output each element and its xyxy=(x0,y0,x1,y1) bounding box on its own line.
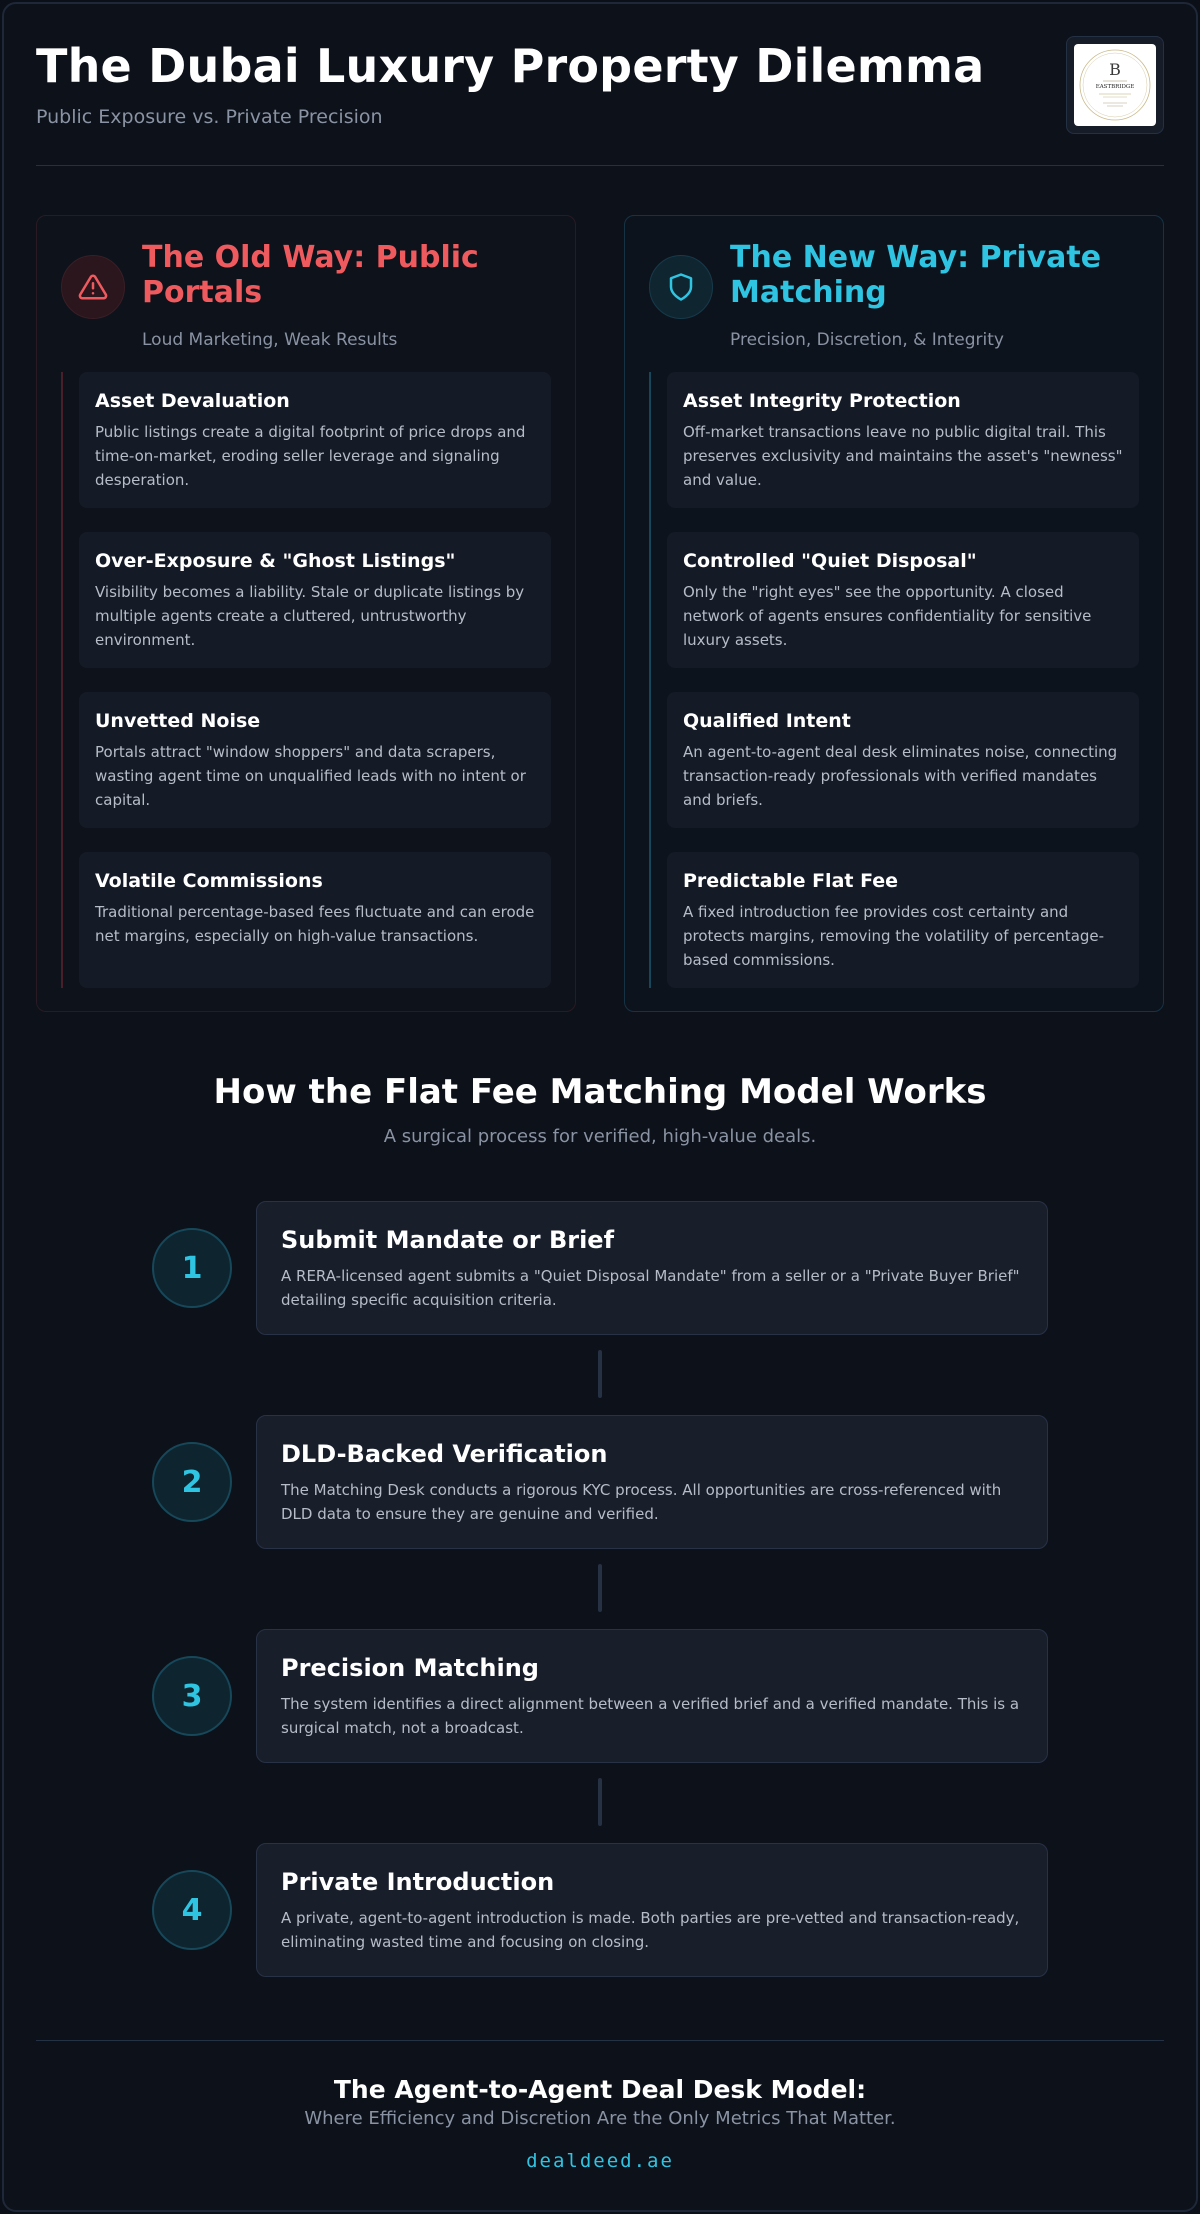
logo-container xyxy=(1066,36,1164,134)
old-way-card xyxy=(79,852,551,988)
new-way-card xyxy=(667,852,1139,988)
card-text: Traditional percentage-based fees fluctuate and can erode net margins, especially on high-value transactions. xyxy=(95,903,535,945)
old-way-subtitle: Loud Marketing, Weak Results xyxy=(142,330,398,350)
old-way-card xyxy=(79,372,551,508)
logo-wordmark: EASTBRIDGE xyxy=(1095,84,1135,90)
step-number-badge: 4 xyxy=(152,1870,232,1950)
new-way-header xyxy=(649,240,1143,360)
old-way-accent-line xyxy=(61,372,63,988)
card-text: An agent-to-agent deal desk eliminates noise, connecting transaction-ready professionals with verified mandates and briefs. xyxy=(683,743,1118,809)
step-title: DLD-Backed Verification xyxy=(281,1440,608,1468)
card-text: Visibility becomes a liability. Stale or duplicate listings by multiple agents create a cluttered, untrustworthy environment. xyxy=(95,583,525,649)
step-text: The system identifies a direct alignment between a verified brief and a verified mandate. This is a surgical match, not a broadcast. xyxy=(281,1695,1020,1737)
footer-divider xyxy=(36,2040,1164,2041)
new-way-panel xyxy=(624,215,1164,1012)
footer-url-link[interactable]: dealdeed.ae xyxy=(526,2150,674,2172)
process-subtitle: A surgical process for verified, high-value deals. xyxy=(383,1126,817,1147)
step-text: A private, agent-to-agent introduction is made. Both parties are pre-vetted and transaction-ready, eliminating wasted time and focusing on closing. xyxy=(281,1909,1020,1951)
eastbridge-logo-icon xyxy=(1074,44,1156,126)
card-title: Qualified Intent xyxy=(683,710,851,732)
card-text: Only the "right eyes" see the opportunity. A closed network of agents ensures confidentiality for sensitive luxury assets. xyxy=(683,583,1092,649)
process-title: How the Flat Fee Matching Model Works xyxy=(213,1072,987,1112)
card-title: Over-Exposure & "Ghost Listings" xyxy=(95,550,456,572)
new-way-title: The New Way: Private Matching xyxy=(730,240,1102,310)
step-connector xyxy=(598,1350,602,1398)
page-subtitle: Public Exposure vs. Private Precision xyxy=(36,106,383,128)
card-text: A fixed introduction fee provides cost certainty and protects margins, removing the volatility of percentage-based commissions. xyxy=(683,903,1105,969)
card-title: Asset Devaluation xyxy=(95,390,290,412)
old-way-panel xyxy=(36,215,576,1012)
card-title: Controlled "Quiet Disposal" xyxy=(683,550,977,572)
step-number-badge: 1 xyxy=(152,1228,232,1308)
old-way-title: The Old Way: Public Portals xyxy=(142,240,479,310)
step-text: The Matching Desk conducts a rigorous KYC process. All opportunities are cross-referenced with DLD data to ensure they are genuine and verified. xyxy=(281,1481,1002,1523)
step-card xyxy=(256,1629,1048,1763)
step-card xyxy=(256,1201,1048,1335)
old-way-card xyxy=(79,692,551,828)
svg-text:B: B xyxy=(1109,60,1121,79)
footer-subtitle: Where Efficiency and Discretion Are the Only Metrics That Matter. xyxy=(304,2108,896,2129)
step-card xyxy=(256,1415,1048,1549)
step-connector xyxy=(598,1778,602,1826)
new-way-accent-line xyxy=(649,372,651,988)
shield-icon xyxy=(649,255,713,319)
new-way-card xyxy=(667,692,1139,828)
step-number-badge: 2 xyxy=(152,1442,232,1522)
page-title: The Dubai Luxury Property Dilemma xyxy=(36,39,985,93)
new-way-card xyxy=(667,532,1139,668)
step-card xyxy=(256,1843,1048,1977)
step-title: Submit Mandate or Brief xyxy=(281,1226,615,1254)
new-way-card xyxy=(667,372,1139,508)
step-connector xyxy=(598,1564,602,1612)
card-title: Asset Integrity Protection xyxy=(683,390,961,412)
header-divider xyxy=(36,165,1164,166)
footer-title: The Agent-to-Agent Deal Desk Model: xyxy=(333,2075,867,2104)
step-title: Private Introduction xyxy=(281,1868,555,1896)
warning-triangle-icon xyxy=(61,255,125,319)
step-text: A RERA-licensed agent submits a "Quiet Disposal Mandate" from a seller or a "Private Buyer Brief" detailing specific acquisition criteria. xyxy=(281,1267,1020,1309)
header xyxy=(36,36,1164,128)
old-way-header xyxy=(61,240,555,360)
new-way-subtitle: Precision, Discretion, & Integrity xyxy=(730,330,1004,350)
card-text: Off-market transactions leave no public digital trail. This preserves exclusivity and maintains the asset's "newness" and value. xyxy=(683,423,1123,489)
step-number-badge: 3 xyxy=(152,1656,232,1736)
card-title: Volatile Commissions xyxy=(95,870,323,892)
card-text: Public listings create a digital footprint of price drops and time-on-market, eroding seller leverage and signaling desperation. xyxy=(95,423,526,489)
old-way-card xyxy=(79,532,551,668)
step-title: Precision Matching xyxy=(281,1654,539,1682)
card-title: Predictable Flat Fee xyxy=(683,870,899,892)
card-title: Unvetted Noise xyxy=(95,710,261,732)
card-text: Portals attract "window shoppers" and data scrapers, wasting agent time on unqualified leads with no intent or capital. xyxy=(95,743,526,809)
